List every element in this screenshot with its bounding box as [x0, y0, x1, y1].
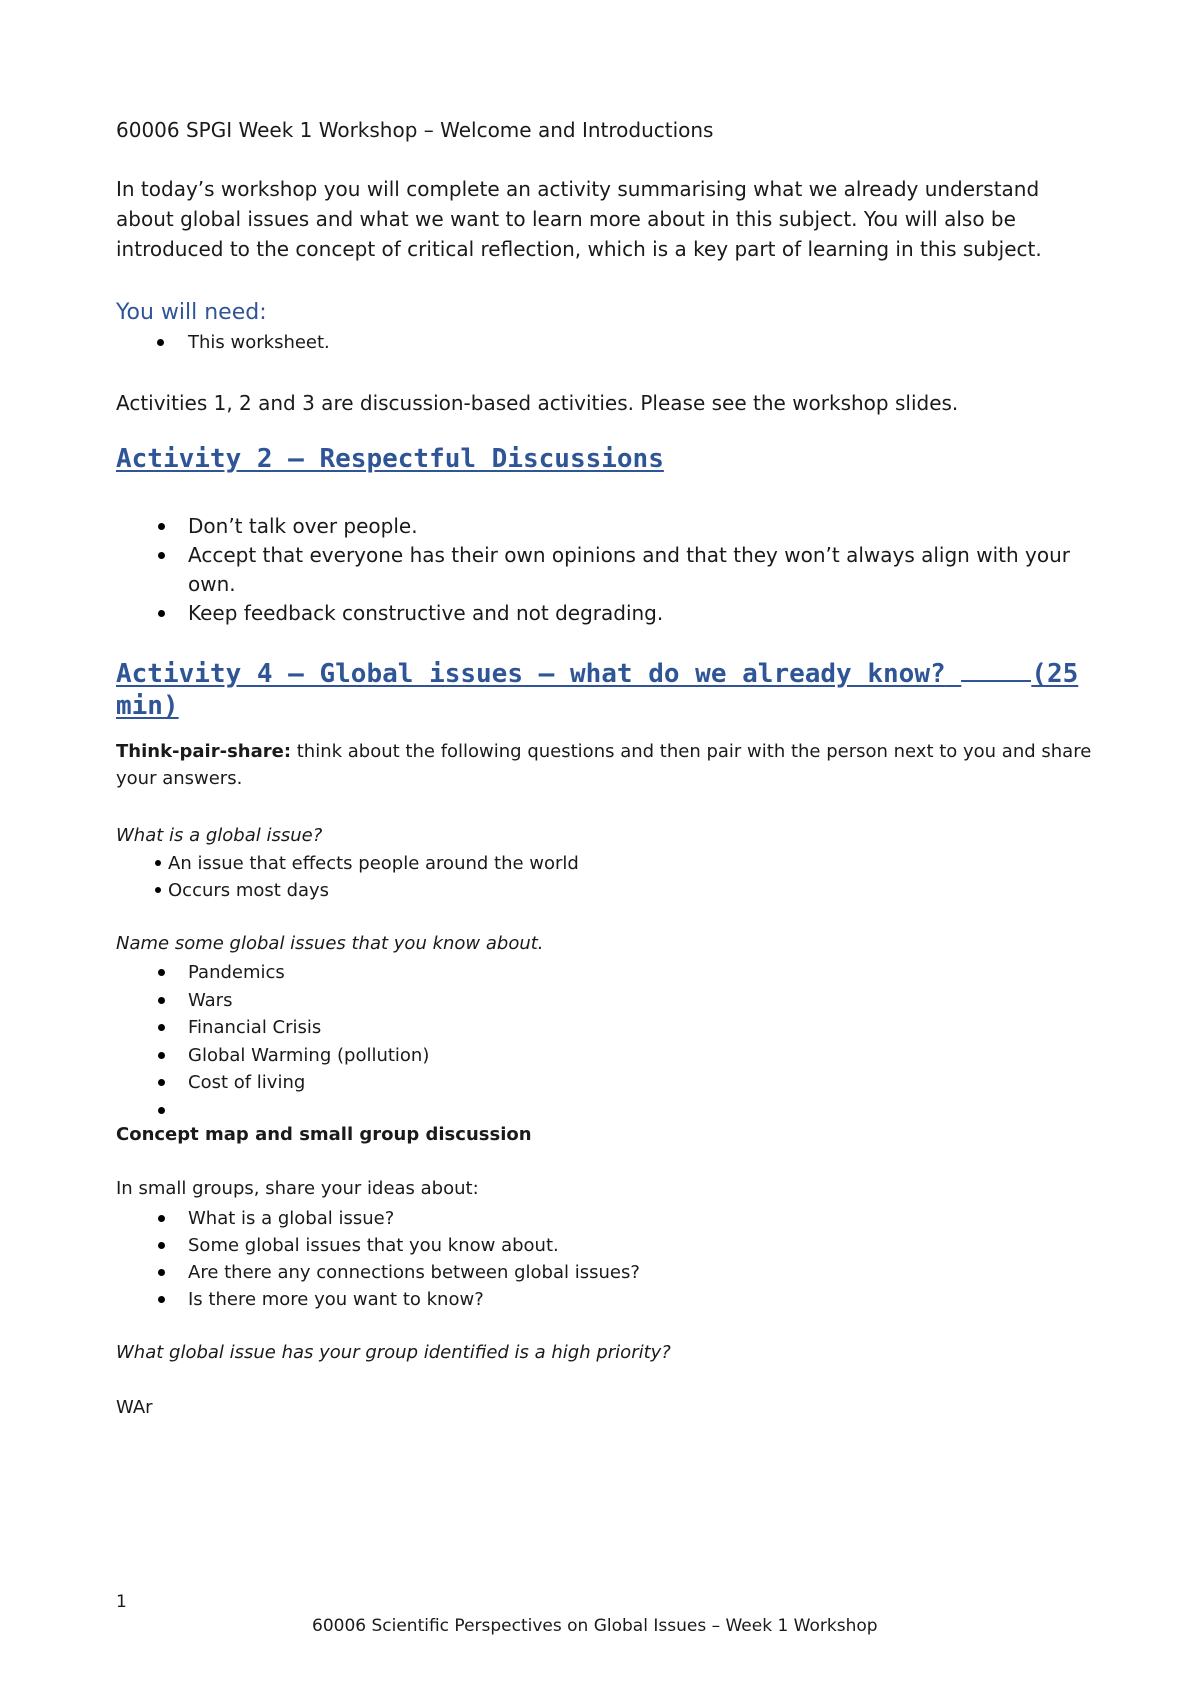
- question-name-issues: Name some global issues that you know about.: [116, 933, 544, 954]
- activities-note: Activities 1, 2 and 3 are discussion-based activities. Please see the workshop slides.: [116, 391, 959, 415]
- activity-4-heading: [116, 659, 1078, 689]
- answer-list-1: [168, 850, 579, 904]
- list-item-text: Is there more you want to know?: [188, 1289, 484, 1310]
- bullet-icon: [158, 552, 165, 559]
- underline-blank: [961, 679, 1031, 682]
- question-priority: What global issue has your group identified is a high priority?: [116, 1342, 671, 1363]
- list-item: [188, 987, 429, 1015]
- list-item: [188, 512, 1070, 541]
- document-title: 60006 SPGI Week 1 Workshop – Welcome and Introductions: [116, 118, 714, 142]
- concept-map-heading: Concept map and small group discussion: [116, 1124, 532, 1145]
- list-item-text: What is a global issue?: [188, 1208, 395, 1229]
- list-item: [188, 599, 1070, 628]
- bullet-icon: [155, 860, 161, 866]
- activity-4-heading-continued: min): [116, 691, 179, 721]
- list-item-text: Accept that everyone has their own opinions and that they won’t always align with your: [188, 543, 1070, 567]
- list-item: [188, 1042, 429, 1070]
- list-item-text: Some global issues that you know about.: [188, 1235, 559, 1256]
- bullet-icon: [157, 339, 164, 346]
- list-item: [188, 332, 330, 353]
- think-pair-share: [116, 741, 1091, 762]
- bullet-icon: [158, 523, 165, 530]
- activity-4-title: Activity 4 – Global issues – what do we already know?: [116, 659, 946, 689]
- list-item-text: An issue that effects people around the world: [168, 853, 579, 874]
- list-item: [188, 1205, 640, 1232]
- list-item-text: This worksheet.: [188, 332, 330, 353]
- list-item-text: Keep feedback constructive and not degrading.: [188, 601, 664, 625]
- list-item: [188, 541, 1070, 570]
- answer-list-2: [188, 959, 429, 1124]
- think-pair-share-continued: your answers.: [116, 768, 243, 789]
- list-item-text: Wars: [188, 989, 233, 1011]
- list-item: [168, 877, 579, 904]
- bullet-icon: [158, 997, 165, 1004]
- think-pair-text: think about the following questions and then pair with the person next to you and share: [291, 741, 1092, 762]
- list-item-text: Are there any connections between global issues?: [188, 1262, 640, 1283]
- list-item-empty: [188, 1097, 429, 1124]
- list-item-text: Occurs most days: [168, 880, 330, 901]
- think-pair-label: Think-pair-share:: [116, 741, 292, 762]
- bullet-icon: [158, 1079, 165, 1086]
- bullet-icon: [158, 1296, 165, 1303]
- need-list: [156, 332, 330, 353]
- list-item: [188, 1286, 640, 1313]
- bullet-icon: [158, 1269, 165, 1276]
- activity-2-heading: Activity 2 – Respectful Discussions: [116, 444, 664, 474]
- activity-2-list: [188, 512, 1070, 628]
- question-global-issue: What is a global issue?: [116, 825, 323, 846]
- priority-answer: WAr: [116, 1397, 153, 1418]
- list-item-text: Financial Crisis: [188, 1017, 322, 1038]
- list-item-text: Cost of living: [188, 1072, 306, 1093]
- you-will-need-heading: You will need:: [116, 300, 267, 325]
- bullet-icon: [158, 1107, 165, 1114]
- list-item-text: Global Warming (pollution): [188, 1044, 430, 1066]
- page-footer: 60006 Scientific Perspectives on Global Issues – Week 1 Workshop: [312, 1616, 878, 1636]
- bullet-icon: [158, 610, 165, 617]
- page-number: 1: [116, 1592, 127, 1612]
- bullet-icon: [158, 1024, 165, 1031]
- list-item-text: own.: [188, 572, 236, 596]
- bullet-icon: [158, 1242, 165, 1249]
- bullet-icon: [155, 887, 161, 893]
- list-item: [168, 850, 579, 877]
- list-item: [188, 1014, 429, 1042]
- activity-4-duration: (25: [1031, 659, 1079, 689]
- list-item: [188, 959, 429, 987]
- bullet-icon: [158, 1215, 165, 1222]
- list-item: [188, 1232, 640, 1259]
- bullet-icon: [158, 1052, 165, 1059]
- groups-intro: In small groups, share your ideas about:: [116, 1178, 479, 1199]
- group-discussion-list: [188, 1205, 640, 1313]
- list-item: [188, 1259, 640, 1286]
- list-item-continuation: [188, 570, 1070, 599]
- bullet-icon: [158, 969, 165, 976]
- list-item-text: Don’t talk over people.: [188, 514, 418, 538]
- list-item-text: Pandemics: [188, 962, 285, 983]
- intro-paragraph: In today’s workshop you will complete an activity summarising what we already understand about global issues and what we want to learn more about in this subject. You will also be introduced to the concept of critical reflection, which is a key part of learning in this subject.: [116, 177, 1042, 261]
- list-item: [188, 1069, 429, 1097]
